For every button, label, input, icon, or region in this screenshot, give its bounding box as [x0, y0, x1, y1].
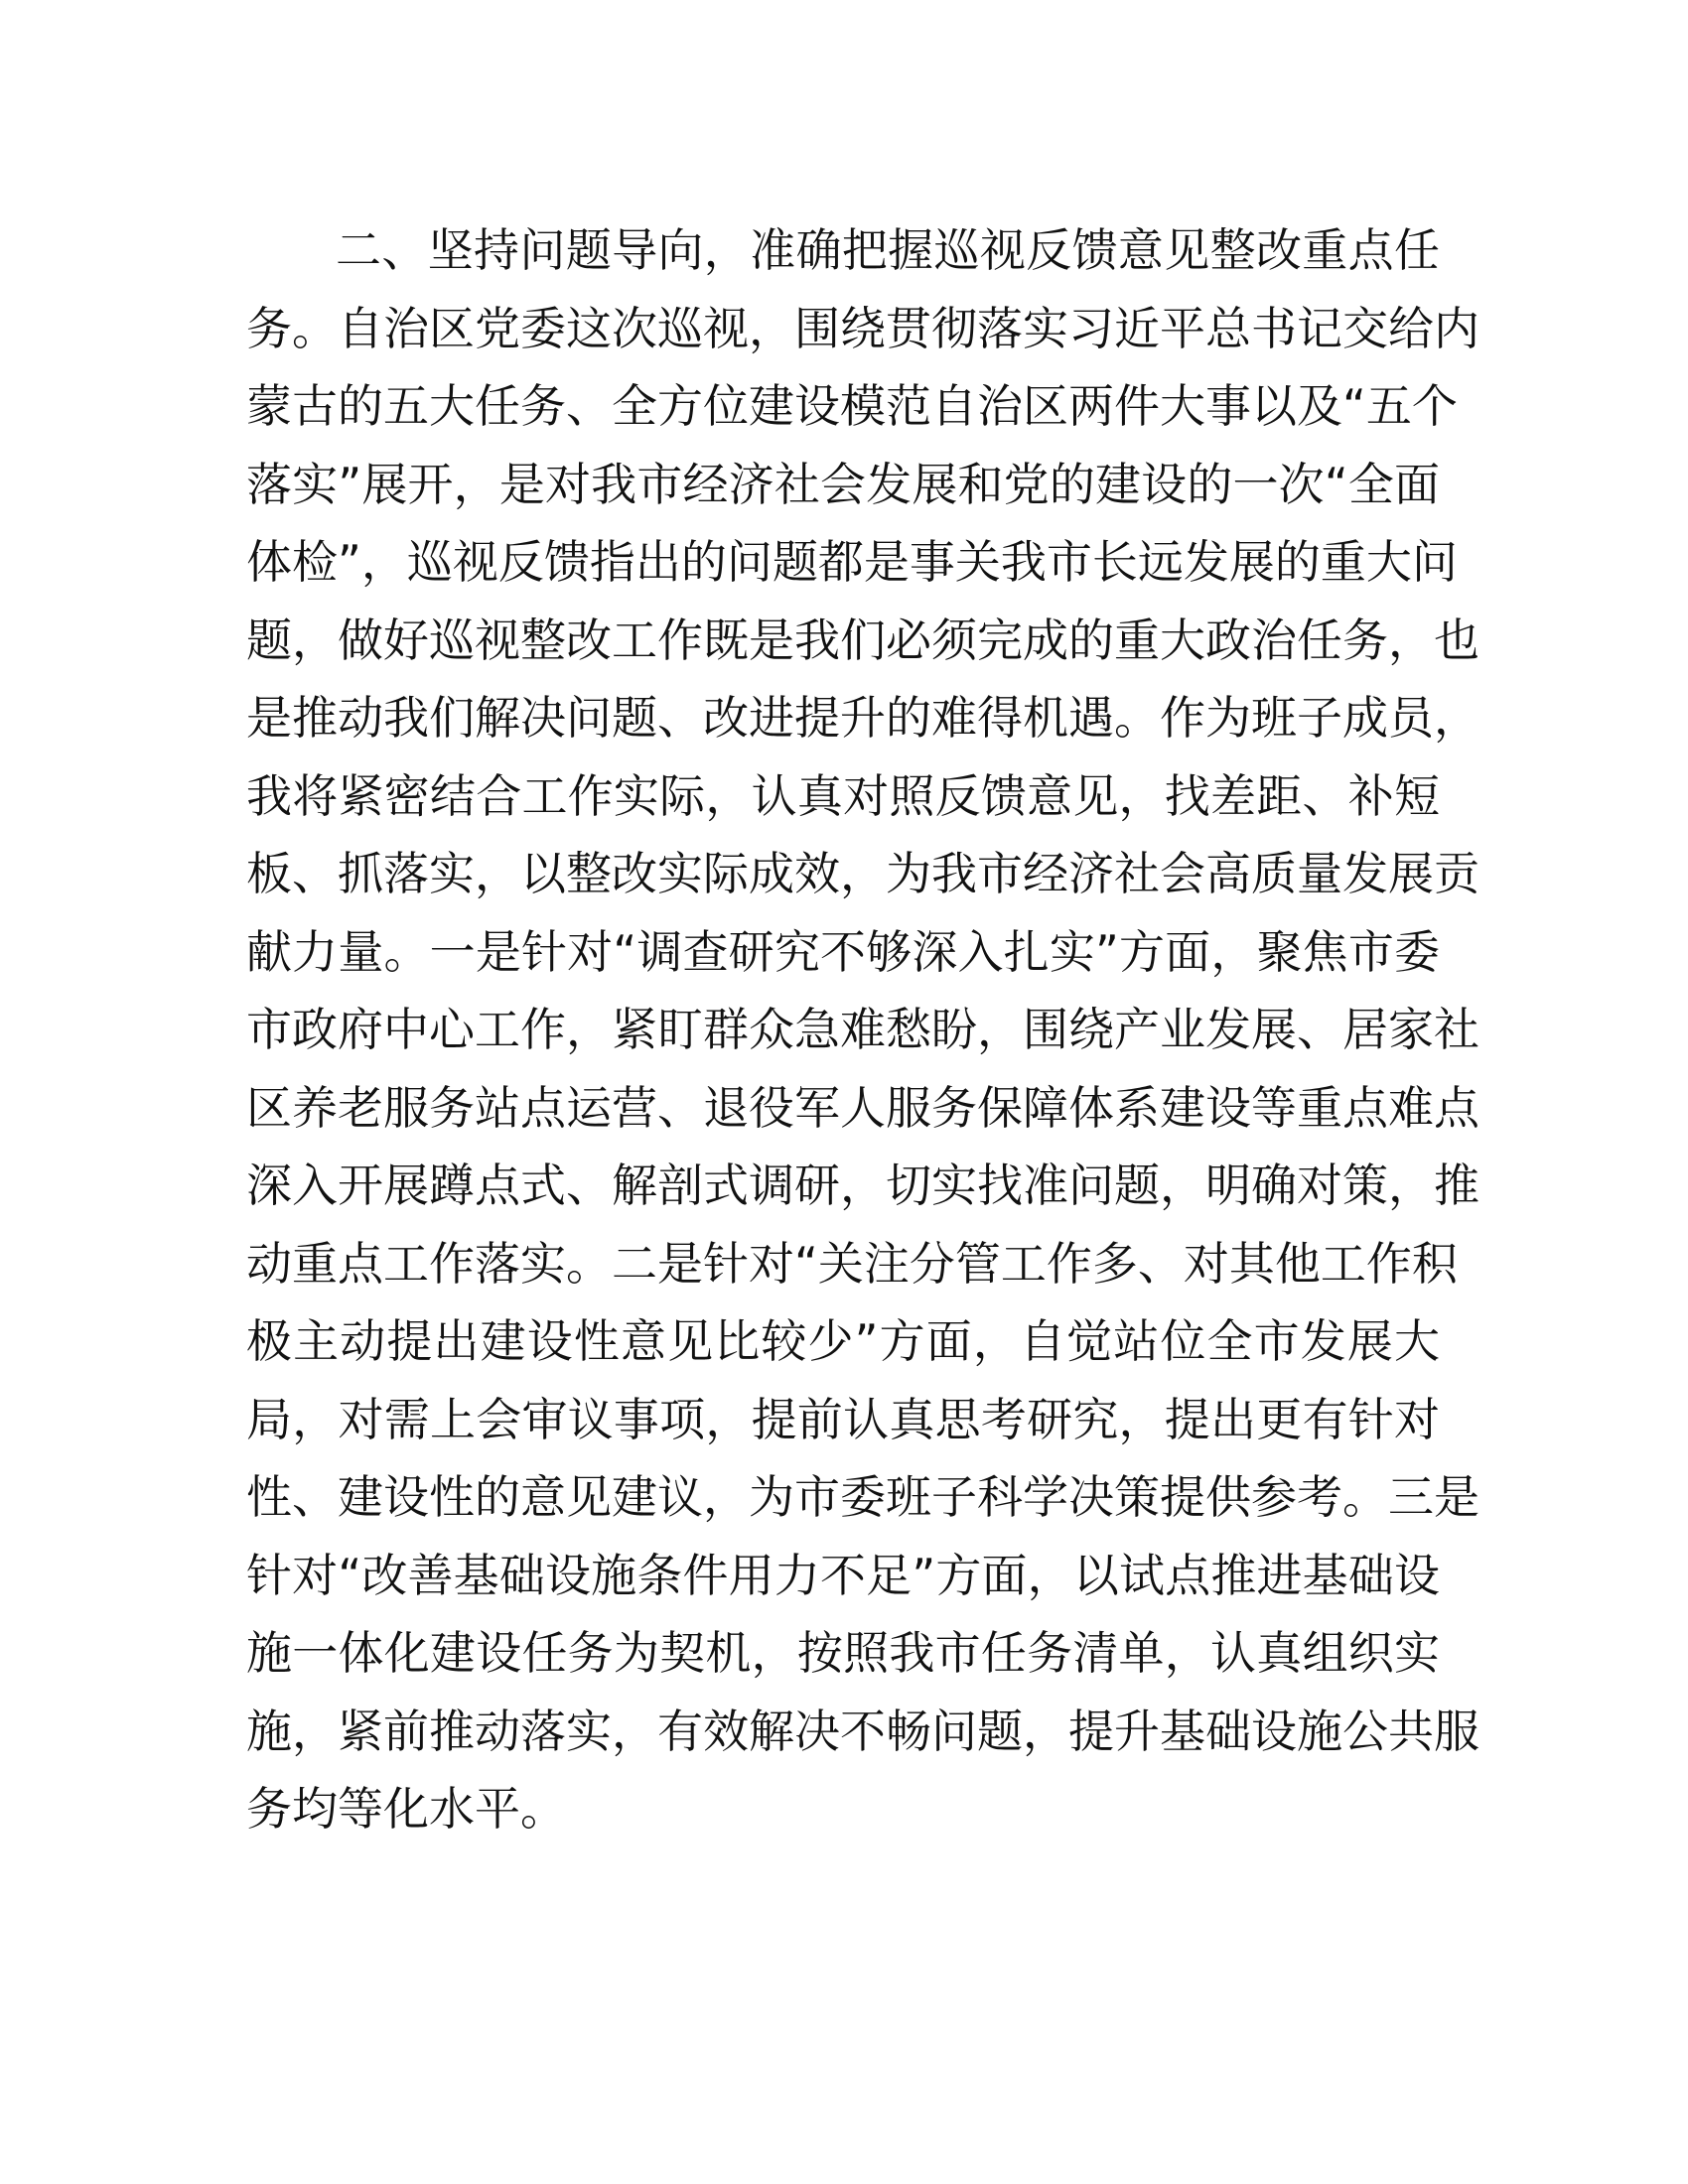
- paragraph-line: 局，对需上会审议事项，提前认真思考研究，提出更有针对: [246, 1392, 1440, 1446]
- paragraph-line: 蒙古的五大任务、全方位建设模范自治区两件大事以及“五个: [246, 379, 1458, 433]
- paragraph-line: 区养老服务站点运营、退役军人服务保障体系建设等重点难点: [246, 1080, 1479, 1135]
- paragraph-line: 施一体化建设任务为契机，按照我市任务清单，认真组织实: [246, 1626, 1440, 1680]
- paragraph-line: 落实”展开，是对我市经济社会发展和党的建设的一次“全面: [246, 457, 1440, 511]
- paragraph-line: 我将紧密结合工作实际，认真对照反馈意见，找差距、补短: [246, 768, 1440, 823]
- paragraph-line: 献力量。一是针对“调查研究不够深入扎实”方面，聚焦市委: [246, 924, 1440, 979]
- paragraph-line: 动重点工作落实。二是针对“关注分管工作多、对其他工作积: [246, 1236, 1458, 1291]
- paragraph-line: 施，紧前推动落实，有效解决不畅问题，提升基础设施公共服: [246, 1704, 1479, 1758]
- paragraph-line: 极主动提出建设性意见比较少”方面，自觉站位全市发展大: [246, 1314, 1440, 1368]
- paragraph-line: 深入开展蹲点式、解剖式调研，切实找准问题，明确对策，推: [246, 1159, 1479, 1212]
- paragraph-line: 性、建设性的意见建议，为市委班子科学决策提供参考。三是: [246, 1470, 1479, 1524]
- paragraph-line: 体检”，巡视反馈指出的问题都是事关我市长远发展的重大问: [246, 535, 1458, 589]
- paragraph-line: 二、坚持问题导向，准确把握巡视反馈意见整改重点任: [336, 223, 1440, 277]
- paragraph-line: 市政府中心工作，紧盯群众急难愁盼，围绕产业发展、居家社: [246, 1003, 1479, 1056]
- paragraph-line: 是推动我们解决问题、改进提升的难得机遇。作为班子成员，: [246, 691, 1479, 745]
- paragraph-line: 题，做好巡视整改工作既是我们必须完成的重大政治任务，也: [246, 613, 1479, 667]
- paragraph-line: 务均等化水平。: [246, 1782, 566, 1836]
- body-paragraph: [246, 211, 1479, 1848]
- paragraph-line: 务。自治区党委这次巡视，围绕贯彻落实习近平总书记交给内: [246, 301, 1479, 355]
- paragraph-line: 针对“改善基础设施条件用力不足”方面，以试点推进基础设: [246, 1548, 1440, 1602]
- paragraph-line: 板、抓落实，以整改实际成效，为我市经济社会高质量发展贡: [246, 847, 1479, 900]
